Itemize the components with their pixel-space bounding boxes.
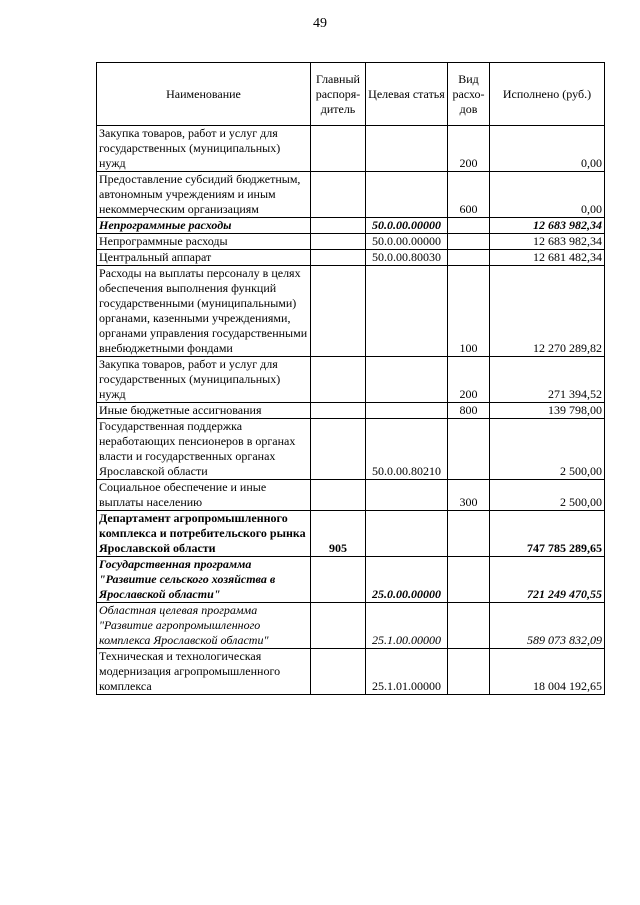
table-row: [97, 234, 605, 250]
header-name: Наименование: [97, 63, 311, 126]
row-target-item: 50.0.00.00000: [366, 218, 448, 234]
row-executed: 12 683 982,34: [490, 234, 605, 250]
row-name: Закупка товаров, работ и услуг для государственных (муниципальных) нужд: [97, 126, 311, 172]
table-header-row: [97, 63, 605, 126]
row-chief-manager: [311, 480, 366, 511]
table-row: [97, 649, 605, 695]
row-target-item: 50.0.00.00000: [366, 234, 448, 250]
header-target-item: Целевая статья: [366, 63, 448, 126]
header-executed: Исполнено (руб.): [490, 63, 605, 126]
row-target-item: 50.0.00.80210: [366, 419, 448, 480]
row-name: Социальное обеспечение и иные выплаты населению: [97, 480, 311, 511]
row-chief-manager: [311, 403, 366, 419]
row-chief-manager: [311, 172, 366, 218]
row-chief-manager: [311, 603, 366, 649]
row-name: Областная целевая программа "Развитие агропромышленного комплекса Ярославской области": [97, 603, 311, 649]
row-target-item: 25.0.00.00000: [366, 557, 448, 603]
row-target-item: 25.1.00.00000: [366, 603, 448, 649]
row-name: Предоставление субсидий бюджетным, автономным учреждениям и иным некоммерческим организациям: [97, 172, 311, 218]
row-chief-manager: [311, 357, 366, 403]
row-executed: 0,00: [490, 126, 605, 172]
row-target-item: [366, 172, 448, 218]
row-target-item: [366, 266, 448, 357]
row-expense-type: 300: [448, 480, 490, 511]
header-chief-manager: Главный распоря-дитель: [311, 63, 366, 126]
row-expense-type: [448, 557, 490, 603]
row-executed: 2 500,00: [490, 480, 605, 511]
header-expense-type: Вид расхо-дов: [448, 63, 490, 126]
row-name: Департамент агропромышленного комплекса и потребительского рынка Ярославской области: [97, 511, 311, 557]
row-name: Иные бюджетные ассигнования: [97, 403, 311, 419]
row-expense-type: 800: [448, 403, 490, 419]
row-expense-type: [448, 603, 490, 649]
row-name: Центральный аппарат: [97, 250, 311, 266]
row-executed: 12 270 289,82: [490, 266, 605, 357]
table-row: [97, 266, 605, 357]
row-chief-manager: [311, 649, 366, 695]
row-chief-manager: [311, 234, 366, 250]
row-target-item: [366, 126, 448, 172]
row-chief-manager: [311, 218, 366, 234]
table-row: [97, 403, 605, 419]
row-executed: 589 073 832,09: [490, 603, 605, 649]
row-expense-type: [448, 250, 490, 266]
table-body: [97, 126, 605, 695]
row-executed: 139 798,00: [490, 403, 605, 419]
table-row: [97, 419, 605, 480]
row-target-item: [366, 403, 448, 419]
row-chief-manager: [311, 557, 366, 603]
row-target-item: [366, 511, 448, 557]
row-name: Закупка товаров, работ и услуг для государственных (муниципальных) нужд: [97, 357, 311, 403]
table-row: [97, 557, 605, 603]
row-expense-type: [448, 511, 490, 557]
table-row: [97, 480, 605, 511]
table-row: [97, 126, 605, 172]
table-row: [97, 357, 605, 403]
row-expense-type: 100: [448, 266, 490, 357]
table-row: [97, 250, 605, 266]
row-target-item: [366, 357, 448, 403]
table-row: [97, 603, 605, 649]
row-expense-type: 200: [448, 126, 490, 172]
row-expense-type: 200: [448, 357, 490, 403]
row-executed: 271 394,52: [490, 357, 605, 403]
page-number: 49: [313, 16, 327, 31]
row-chief-manager: [311, 266, 366, 357]
row-target-item: 25.1.01.00000: [366, 649, 448, 695]
row-name: Расходы на выплаты персоналу в целях обеспечения выполнения функций государственными (муниципальными) органами, казенными учреждениями, органами управления государственными внебюджетными фондами: [97, 266, 311, 357]
row-chief-manager: [311, 250, 366, 266]
table-row: [97, 218, 605, 234]
row-expense-type: 600: [448, 172, 490, 218]
row-chief-manager: [311, 419, 366, 480]
row-executed: 2 500,00: [490, 419, 605, 480]
row-expense-type: [448, 234, 490, 250]
row-executed: 721 249 470,55: [490, 557, 605, 603]
row-name: Непрограммные расходы: [97, 218, 311, 234]
row-executed: 12 681 482,34: [490, 250, 605, 266]
row-name: Государственная программа "Развитие сельского хозяйства в Ярославской области": [97, 557, 311, 603]
budget-table: [96, 62, 605, 695]
row-executed: 0,00: [490, 172, 605, 218]
row-expense-type: [448, 649, 490, 695]
row-chief-manager: 905: [311, 511, 366, 557]
row-name: Непрограммные расходы: [97, 234, 311, 250]
row-name: Техническая и технологическая модернизация агропромышленного комплекса: [97, 649, 311, 695]
row-chief-manager: [311, 126, 366, 172]
row-target-item: [366, 480, 448, 511]
row-expense-type: [448, 419, 490, 480]
row-target-item: 50.0.00.80030: [366, 250, 448, 266]
row-executed: 747 785 289,65: [490, 511, 605, 557]
table-row: [97, 511, 605, 557]
table-row: [97, 172, 605, 218]
row-name: Государственная поддержка неработающих пенсионеров в органах власти и государственных органах Ярославской области: [97, 419, 311, 480]
row-expense-type: [448, 218, 490, 234]
row-executed: 18 004 192,65: [490, 649, 605, 695]
row-executed: 12 683 982,34: [490, 218, 605, 234]
